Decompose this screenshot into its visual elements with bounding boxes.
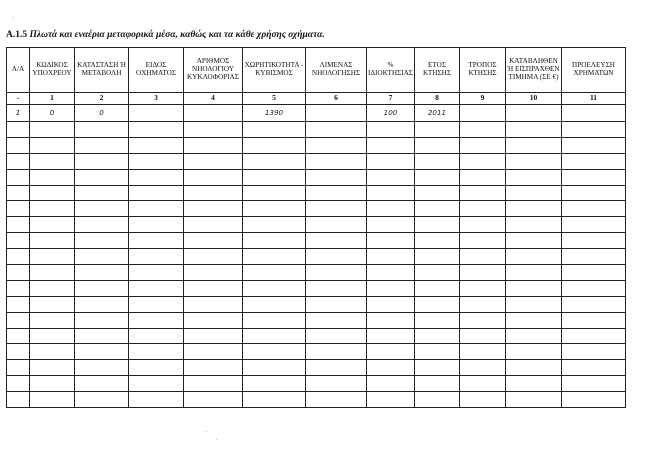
table-cell[interactable]: [415, 392, 460, 408]
table-cell[interactable]: [367, 328, 415, 344]
table-cell[interactable]: [506, 233, 562, 249]
table-cell[interactable]: [415, 122, 460, 138]
table-cell[interactable]: [243, 185, 306, 201]
table-cell[interactable]: [75, 153, 129, 169]
table-row: [7, 217, 626, 233]
column-number: 11: [562, 93, 626, 105]
table-cell[interactable]: [243, 376, 306, 392]
table-cell[interactable]: [306, 185, 367, 201]
column-number: 6: [306, 93, 367, 105]
table-cell[interactable]: [562, 185, 626, 201]
table-cell[interactable]: [506, 360, 562, 376]
table-cell[interactable]: [243, 137, 306, 153]
table-cell[interactable]: [415, 265, 460, 281]
table-cell[interactable]: [506, 137, 562, 153]
table-cell[interactable]: [306, 217, 367, 233]
table-cell[interactable]: [184, 122, 243, 138]
table-cell[interactable]: [184, 344, 243, 360]
table-cell[interactable]: [30, 153, 75, 169]
section-title-text: Πλωτά και εναέρια μεταφορικά μέσα, καθώς και τα κάθε χρήσης οχήματα.: [29, 30, 325, 40]
table-cell[interactable]: [367, 217, 415, 233]
table-row: [7, 233, 626, 249]
table-cell[interactable]: [367, 153, 415, 169]
table-row: [7, 280, 626, 296]
table-cell[interactable]: [129, 105, 184, 122]
column-number: 5: [243, 93, 306, 105]
scan-speck: ·: [12, 14, 15, 22]
table-cell[interactable]: [243, 392, 306, 408]
table-cell[interactable]: [415, 376, 460, 392]
table-row: [7, 296, 626, 312]
table-cell[interactable]: [562, 328, 626, 344]
table-cell[interactable]: [7, 153, 30, 169]
table-cell[interactable]: [129, 137, 184, 153]
table-cell[interactable]: [306, 376, 367, 392]
table-row: [7, 153, 626, 169]
table-cell[interactable]: [7, 376, 30, 392]
column-header: ΤΡΟΠΟΣ ΚΤΗΣΗΣ: [460, 48, 506, 93]
table-cell[interactable]: [506, 169, 562, 185]
table-cell[interactable]: [30, 217, 75, 233]
table-cell[interactable]: 2011: [415, 105, 460, 122]
table-cell[interactable]: [367, 233, 415, 249]
table-cell[interactable]: [562, 344, 626, 360]
column-header: ΚΑΤΑΒΛΗΘΕΝ Ή ΕΙΣΠΡΑΧΘΕΝ ΤΙΜΗΜΑ (ΣΕ €): [506, 48, 562, 93]
table-cell[interactable]: [506, 122, 562, 138]
table-cell[interactable]: [506, 153, 562, 169]
table-cell[interactable]: [367, 265, 415, 281]
table-cell[interactable]: [367, 280, 415, 296]
table-cell[interactable]: [7, 392, 30, 408]
table-cell[interactable]: [129, 249, 184, 265]
table-cell[interactable]: [562, 201, 626, 217]
table-cell[interactable]: [7, 296, 30, 312]
table-cell[interactable]: [243, 169, 306, 185]
table-cell[interactable]: [306, 169, 367, 185]
table-cell[interactable]: [367, 296, 415, 312]
table-cell[interactable]: [460, 137, 506, 153]
table-cell[interactable]: [75, 137, 129, 153]
column-number-row: [7, 93, 626, 105]
table-cell[interactable]: [562, 360, 626, 376]
table-cell[interactable]: [243, 233, 306, 249]
table-cell[interactable]: [306, 137, 367, 153]
table-row: [7, 312, 626, 328]
table-cell[interactable]: [75, 296, 129, 312]
table-row: [7, 201, 626, 217]
table-row: [7, 265, 626, 281]
table-cell[interactable]: [184, 265, 243, 281]
table-cell[interactable]: [7, 185, 30, 201]
table-cell[interactable]: [129, 265, 184, 281]
table-cell[interactable]: [30, 137, 75, 153]
table-cell[interactable]: [129, 169, 184, 185]
table-cell[interactable]: [460, 169, 506, 185]
table-row: [7, 328, 626, 344]
table-cell[interactable]: [7, 344, 30, 360]
table-cell[interactable]: [506, 344, 562, 360]
table-cell[interactable]: [506, 249, 562, 265]
table-cell[interactable]: [184, 376, 243, 392]
table-cell[interactable]: [306, 360, 367, 376]
column-number: 7: [367, 93, 415, 105]
table-cell[interactable]: [460, 376, 506, 392]
table-cell[interactable]: 0: [75, 105, 129, 122]
table-cell[interactable]: [129, 328, 184, 344]
table-cell[interactable]: [562, 137, 626, 153]
table-cell[interactable]: [184, 201, 243, 217]
scan-speck: ·: [205, 428, 208, 436]
table-cell[interactable]: [7, 122, 30, 138]
table-cell[interactable]: [129, 344, 184, 360]
table-cell[interactable]: [306, 328, 367, 344]
column-number: 10: [506, 93, 562, 105]
column-header: ΕΤΟΣ ΚΤΗΣΗΣ: [415, 48, 460, 93]
table-cell[interactable]: [460, 249, 506, 265]
section-number: Α.1.5: [6, 30, 28, 40]
table-cell[interactable]: [75, 201, 129, 217]
table-cell[interactable]: [562, 296, 626, 312]
table-cell[interactable]: [7, 169, 30, 185]
table-cell[interactable]: 100: [367, 105, 415, 122]
table-cell[interactable]: [367, 249, 415, 265]
table-cell[interactable]: [75, 233, 129, 249]
table-cell[interactable]: [75, 376, 129, 392]
table-cell[interactable]: [562, 169, 626, 185]
table-cell[interactable]: [243, 217, 306, 233]
table-cell[interactable]: [30, 122, 75, 138]
table-cell[interactable]: [129, 201, 184, 217]
table-row: [7, 392, 626, 408]
table-row: [7, 105, 626, 122]
table-cell[interactable]: [460, 312, 506, 328]
table-cell[interactable]: [30, 296, 75, 312]
table-cell[interactable]: [562, 249, 626, 265]
table-cell[interactable]: [367, 137, 415, 153]
table-cell[interactable]: [562, 153, 626, 169]
table-cell[interactable]: [415, 169, 460, 185]
table-cell[interactable]: [367, 312, 415, 328]
table-cell[interactable]: [7, 280, 30, 296]
table-cell[interactable]: [460, 105, 506, 122]
table-cell[interactable]: [7, 360, 30, 376]
table-cell[interactable]: [415, 153, 460, 169]
table-cell[interactable]: [30, 201, 75, 217]
table-cell[interactable]: [129, 376, 184, 392]
table-cell[interactable]: [30, 360, 75, 376]
table-cell[interactable]: [75, 265, 129, 281]
table-cell[interactable]: [75, 122, 129, 138]
table-cell[interactable]: [7, 137, 30, 153]
table-cell[interactable]: [184, 280, 243, 296]
column-header: Α/Α: [7, 48, 30, 93]
column-number: 3: [129, 93, 184, 105]
table-cell[interactable]: [30, 249, 75, 265]
table-cell[interactable]: [129, 233, 184, 249]
table-cell[interactable]: [30, 185, 75, 201]
header-row: [7, 48, 626, 93]
table-cell[interactable]: [367, 360, 415, 376]
table-cell[interactable]: 1: [7, 105, 30, 122]
table-cell[interactable]: [562, 217, 626, 233]
table-cell[interactable]: [415, 360, 460, 376]
table-cell[interactable]: [184, 153, 243, 169]
table-cell[interactable]: [460, 185, 506, 201]
table-cell[interactable]: [306, 265, 367, 281]
table-cell[interactable]: [7, 328, 30, 344]
table-cell[interactable]: [184, 137, 243, 153]
table-cell[interactable]: [562, 105, 626, 122]
table-cell[interactable]: [30, 265, 75, 281]
table-cell[interactable]: [30, 233, 75, 249]
table-cell[interactable]: [306, 344, 367, 360]
table-row: [7, 249, 626, 265]
table-cell[interactable]: [184, 249, 243, 265]
table-cell[interactable]: [7, 233, 30, 249]
table-cell[interactable]: [75, 185, 129, 201]
table-cell[interactable]: [367, 376, 415, 392]
table-cell[interactable]: [562, 233, 626, 249]
table-cell[interactable]: [184, 360, 243, 376]
table-cell[interactable]: [184, 296, 243, 312]
column-header: % ΙΔΙΟΚΤΗΣΙΑΣ: [367, 48, 415, 93]
table-cell[interactable]: [506, 201, 562, 217]
table-cell[interactable]: [415, 328, 460, 344]
table-cell[interactable]: [415, 296, 460, 312]
table-cell[interactable]: [460, 153, 506, 169]
table-cell[interactable]: [129, 153, 184, 169]
table-cell[interactable]: [415, 344, 460, 360]
table-cell[interactable]: [184, 169, 243, 185]
table-cell[interactable]: [129, 312, 184, 328]
vehicles-table: [6, 47, 626, 408]
table-row: [7, 185, 626, 201]
table-cell[interactable]: [460, 122, 506, 138]
table-cell[interactable]: [562, 265, 626, 281]
table-cell[interactable]: [184, 185, 243, 201]
table-cell[interactable]: [7, 265, 30, 281]
column-header: ΠΡΟΕΛΕΥΣΗ ΧΡΗΜΑΤΩΝ: [562, 48, 626, 93]
table-cell[interactable]: [75, 360, 129, 376]
column-number: 2: [75, 93, 129, 105]
table-cell[interactable]: [243, 265, 306, 281]
table-cell[interactable]: [129, 360, 184, 376]
table-cell[interactable]: [243, 312, 306, 328]
table-cell[interactable]: [506, 376, 562, 392]
table-cell[interactable]: [306, 280, 367, 296]
column-header: ΑΡΙΘΜΟΣ ΝΗΟΛΟΓΙΟΥ ΚΥΚΛΟΦΟΡΙΑΣ: [184, 48, 243, 93]
table-cell[interactable]: [75, 249, 129, 265]
table-cell[interactable]: [243, 360, 306, 376]
table-cell[interactable]: [415, 249, 460, 265]
table-cell[interactable]: [460, 233, 506, 249]
table-cell[interactable]: [562, 376, 626, 392]
table-cell[interactable]: [460, 280, 506, 296]
table-row: [7, 122, 626, 138]
column-header: ΕΙΔΟΣ ΟΧΗΜΑΤΟΣ: [129, 48, 184, 93]
table-cell[interactable]: [75, 169, 129, 185]
table-cell[interactable]: [129, 185, 184, 201]
table-cell[interactable]: [129, 280, 184, 296]
table-cell[interactable]: [243, 249, 306, 265]
table-cell[interactable]: [460, 360, 506, 376]
table-cell[interactable]: [30, 169, 75, 185]
column-header: ΚΑΤΑΣΤΑΣΗ Ή ΜΕΤΑΒΟΛΗ: [75, 48, 129, 93]
table-cell[interactable]: [7, 201, 30, 217]
table-cell[interactable]: [506, 328, 562, 344]
table-cell[interactable]: [367, 169, 415, 185]
table-cell[interactable]: [129, 296, 184, 312]
table-cell[interactable]: [306, 312, 367, 328]
table-cell[interactable]: [184, 217, 243, 233]
table-cell[interactable]: [30, 328, 75, 344]
table-cell[interactable]: [75, 392, 129, 408]
table-cell[interactable]: [460, 296, 506, 312]
table-cell[interactable]: [415, 137, 460, 153]
table-cell[interactable]: [306, 201, 367, 217]
table-cell[interactable]: [415, 185, 460, 201]
table-cell[interactable]: [306, 105, 367, 122]
table-cell[interactable]: [243, 201, 306, 217]
column-number: 1: [30, 93, 75, 105]
table-cell[interactable]: [184, 328, 243, 344]
table-row: [7, 376, 626, 392]
table-cell[interactable]: [129, 122, 184, 138]
table-cell[interactable]: [7, 249, 30, 265]
table-cell[interactable]: [129, 217, 184, 233]
table-cell[interactable]: [243, 280, 306, 296]
table-cell[interactable]: [506, 296, 562, 312]
table-row: [7, 169, 626, 185]
table-cell[interactable]: [506, 185, 562, 201]
scan-speck: ·: [215, 436, 218, 444]
table-cell[interactable]: [306, 122, 367, 138]
table-cell[interactable]: [30, 392, 75, 408]
table-cell[interactable]: [184, 105, 243, 122]
table-cell[interactable]: [30, 344, 75, 360]
table-cell[interactable]: [415, 201, 460, 217]
table-cell[interactable]: [243, 344, 306, 360]
table-cell[interactable]: [506, 312, 562, 328]
table-cell[interactable]: [506, 280, 562, 296]
table-cell[interactable]: [367, 185, 415, 201]
table-cell[interactable]: [243, 122, 306, 138]
table-cell[interactable]: [30, 376, 75, 392]
table-cell[interactable]: [460, 344, 506, 360]
table-cell[interactable]: [415, 312, 460, 328]
table-cell[interactable]: [562, 280, 626, 296]
table-cell[interactable]: [7, 217, 30, 233]
table-cell[interactable]: [129, 392, 184, 408]
table-row: [7, 344, 626, 360]
table-cell[interactable]: [184, 392, 243, 408]
table-cell[interactable]: [460, 328, 506, 344]
table-cell[interactable]: [184, 312, 243, 328]
table-cell[interactable]: 0: [30, 105, 75, 122]
table-cell[interactable]: [184, 233, 243, 249]
table-cell[interactable]: [75, 280, 129, 296]
column-number: 4: [184, 93, 243, 105]
table-cell[interactable]: [367, 392, 415, 408]
table-cell[interactable]: [460, 201, 506, 217]
table-cell[interactable]: [506, 105, 562, 122]
table-cell[interactable]: [460, 217, 506, 233]
table-cell[interactable]: [367, 344, 415, 360]
table-cell[interactable]: [415, 217, 460, 233]
table-cell[interactable]: [306, 233, 367, 249]
table-cell[interactable]: [75, 328, 129, 344]
table-cell[interactable]: [243, 328, 306, 344]
column-number: 8: [415, 93, 460, 105]
table-cell[interactable]: [367, 201, 415, 217]
table-cell[interactable]: [30, 280, 75, 296]
table-row: [7, 137, 626, 153]
table-cell[interactable]: [506, 217, 562, 233]
table-cell[interactable]: [506, 265, 562, 281]
table-cell[interactable]: [562, 312, 626, 328]
section-title: [6, 30, 325, 40]
table-cell[interactable]: 1390: [243, 105, 306, 122]
column-header: ΛΙΜΕΝΑΣ ΝΗΟΛΟΓΗΣΗΣ: [306, 48, 367, 93]
table-cell[interactable]: [562, 122, 626, 138]
table-cell[interactable]: [243, 153, 306, 169]
column-header: ΚΩΔΙΚΟΣ ΥΠΟΧΡΕΟΥ: [30, 48, 75, 93]
table-cell[interactable]: [306, 153, 367, 169]
table-cell[interactable]: [75, 312, 129, 328]
table-cell[interactable]: [306, 392, 367, 408]
table-cell[interactable]: [415, 233, 460, 249]
table-cell[interactable]: [367, 122, 415, 138]
table-row: [7, 360, 626, 376]
table-cell[interactable]: [506, 392, 562, 408]
table-cell[interactable]: [306, 249, 367, 265]
column-number: -: [7, 93, 30, 105]
table-cell[interactable]: [75, 344, 129, 360]
table-cell[interactable]: [415, 280, 460, 296]
table-cell[interactable]: [562, 392, 626, 408]
table-cell[interactable]: [75, 217, 129, 233]
column-number: 9: [460, 93, 506, 105]
table-cell[interactable]: [460, 265, 506, 281]
column-header: ΧΩΡΗΤΙΚΟΤΗΤΑ - ΚΥΒΙΣΜΟΣ: [243, 48, 306, 93]
table-cell[interactable]: [7, 312, 30, 328]
table-cell[interactable]: [243, 296, 306, 312]
table-cell[interactable]: [460, 392, 506, 408]
table-cell[interactable]: [306, 296, 367, 312]
table-cell[interactable]: [30, 312, 75, 328]
